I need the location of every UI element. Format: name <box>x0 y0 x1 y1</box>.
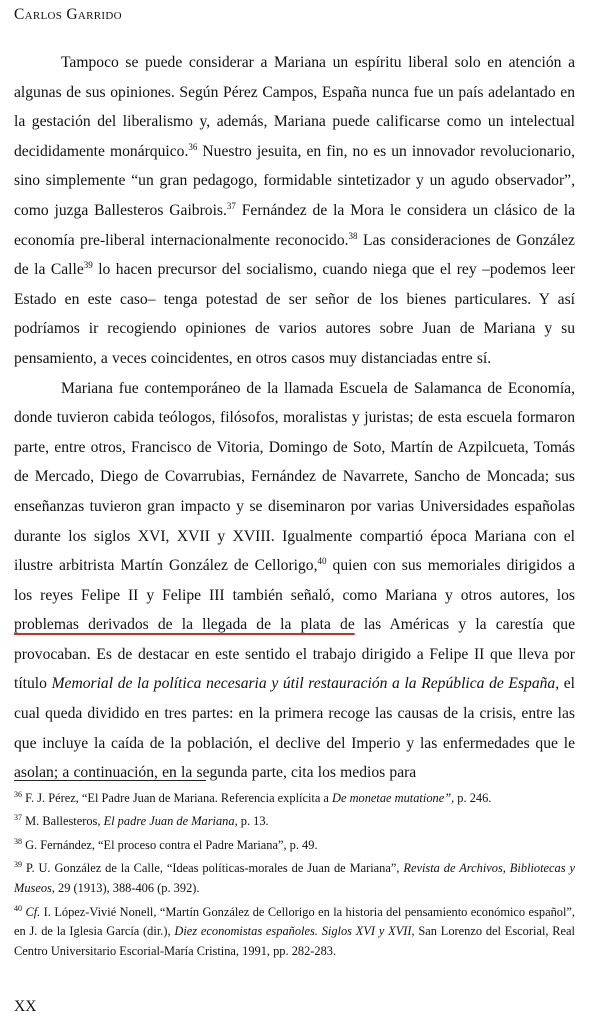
text: Mariana fue contemporáneo de la llamada Escuela de Salamanca de Economía, donde tuvieron cabida teólogos, filósofos, moralistas y juristas; de esta escuela formaron parte, entre otros, Francisco de Vitoria, Domingo de Soto, Martín de Azpilcueta, Tomás de Mercado, Diego de Covarrubias, Fernández de Navarrete, Sancho de Moncada; sus enseñanzas tuvieron gran impacto y se diseminaron por varias Universidades españolas durante los siglos XVI, XVII y XVIII. Igualmente compartió época Mariana con el ilustre arbitrista Martín González de Cellorigo, <box>14 379 575 575</box>
footnote-number: 36 <box>14 790 22 799</box>
running-head: Carlos Garrido <box>14 6 122 23</box>
footnote-ref[interactable]: 40 <box>317 556 327 567</box>
footnote-ref[interactable]: 37 <box>226 200 236 211</box>
main-text <box>14 48 575 788</box>
footnote <box>14 903 575 963</box>
text: las Américas y la carestía que provocaban. Es de destacar en este sentido el trabajo dirigido a Felipe II que lleva por título <box>14 616 576 693</box>
text: lo hacen precursor del socialismo, cuando niega que el rey –podemos leer Estado en este caso– tenga potestad de ser señor de los bienes particulares. Y así podríamos ir recogiendo opiniones de varios autores sobre Juan de Mariana y su pensamiento, a veces coincidentes, en otros casos muy distanciadas entre sí. <box>14 261 575 367</box>
footnote-number: 38 <box>14 836 22 846</box>
footnote-number: 37 <box>14 813 22 823</box>
text: M. Ballesteros, <box>25 814 104 829</box>
footnote <box>14 789 575 809</box>
text: Tampoco se puede considerar a Mariana un espíritu liberal solo en atención a algunas de sus opiniones. Según Pérez Campos, España nunca fue un país adelantado en la gestación del liberalismo y, además, Mariana puede calificarse como un intelectual decididamente monárquico. <box>14 54 575 160</box>
page-number: XX <box>14 998 37 1015</box>
text: , p. 246. <box>451 791 492 805</box>
paragraph <box>14 48 575 374</box>
italic-text: El padre Juan de Mariana <box>103 814 235 829</box>
text: , San Lorenzo del Escorial, Real Centro Universitario Escorial-María Cristina, 1991, pp. 282-283. <box>14 924 575 959</box>
italic-text: Revista de Archivos, Bibliotecas y Museos <box>14 861 575 896</box>
text: F. J. Pérez, “El Padre Juan de Mariana. Referencia explícita a <box>25 791 333 805</box>
text: , 29 (1913), 388-406 (p. 392). <box>51 881 200 896</box>
italic-text: De monetae mutatione” <box>332 791 452 805</box>
footnotes <box>14 789 575 966</box>
text: P. U. González de la Calle, “Ideas políticas-morales de Juan de Mariana”, <box>25 861 404 876</box>
text: Fernández de la Mora le considera un clásico de la economía pre-liberal internacionalmente reconocido. <box>14 201 575 249</box>
footnote <box>14 836 575 856</box>
red-underline-annotation: problemas derivados de la llegada de la plata de <box>14 616 355 634</box>
footnote <box>14 812 575 832</box>
italic-title: Memorial de la política necesaria y útil restauración a la República de España <box>51 675 556 693</box>
text: G. Fernández, “El proceso contra el Padre Mariana”, p. 49. <box>25 837 318 852</box>
text: I. López-Vivié Nonell, “Martín González de Cellorigo en la historia del pensamiento económico español”, en J. de la Iglesia García (dir.), <box>14 904 575 939</box>
footnote-ref[interactable]: 39 <box>83 260 93 271</box>
footnote-ref[interactable]: 38 <box>348 230 358 241</box>
text: , el cual queda dividido en tres partes: en la primera recoge las causas de la crisis, entre las que incluye la caída de la población, el declive del Imperio y las enfermedades que le asolan; a continuación, en la segunda parte, cita los medios para <box>14 675 576 782</box>
text: , p. 13. <box>234 814 269 829</box>
text: quien con sus memoriales dirigidos a los reyes Felipe II y Felipe III también señaló, como Mariana y otros autores, los <box>14 557 575 604</box>
paragraph <box>14 374 575 788</box>
footnote-number: 40 <box>14 903 22 913</box>
text: Nuestro jesuita, en fin, no es un innovador revolucionario, sino simplemente “un gran pedagogo, formidable sintetizador y un agudo observador”, como juzga Ballesteros Gaibrois. <box>14 142 575 219</box>
footnote-ref[interactable]: 36 <box>188 141 198 152</box>
italic-text: Cf. <box>25 904 41 919</box>
footnote-separator <box>14 780 206 781</box>
footnote-number: 39 <box>14 860 22 870</box>
text: Las consideraciones de González de la Calle <box>14 231 575 279</box>
footnote <box>14 859 575 899</box>
italic-text: Diez economistas españoles. Siglos XVI y XVII <box>174 924 412 939</box>
